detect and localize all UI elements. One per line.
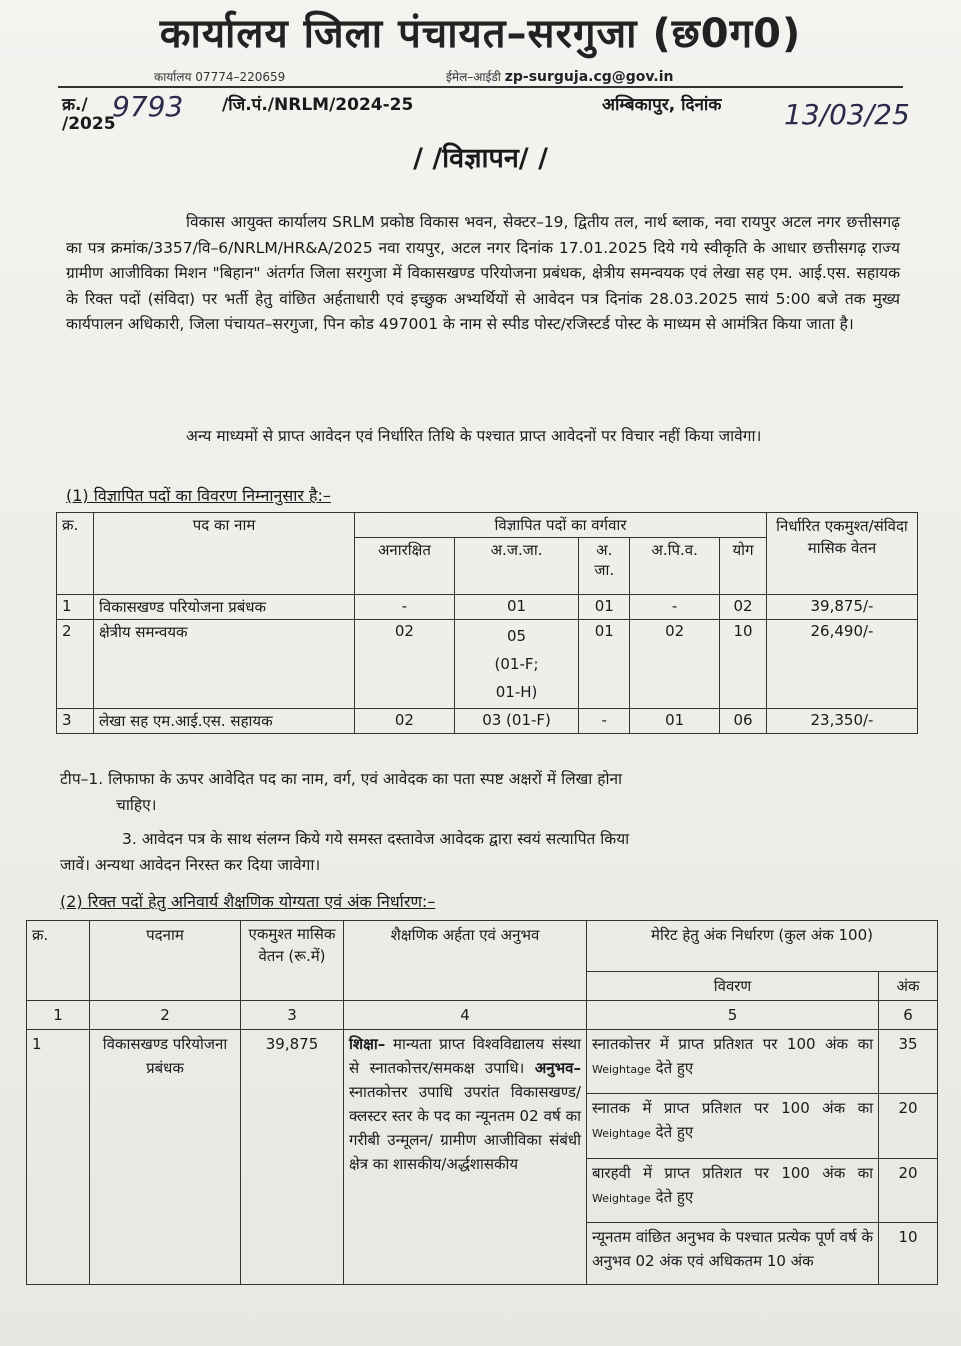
- merit-text-end: देते हुए: [655, 1187, 694, 1206]
- row-post: विकासखण्ड परियोजना प्रबंधक: [90, 1030, 241, 1285]
- merit-marks: 20: [879, 1094, 938, 1158]
- row-unreserved: 02: [355, 709, 455, 734]
- header-merit: मेरिट हेतु अंक निर्धारण (कुल अंक 100): [587, 921, 938, 972]
- merit-text: न्यूनतम वांछित अनुभव के पश्चात प्रत्येक पूर्ण वर्ष के अनुभव 02 अंक एवं अधिकतम 10 अंक: [592, 1227, 873, 1270]
- row-post: क्षेत्रीय समन्वयक: [94, 620, 355, 709]
- row-sc: 01: [579, 595, 630, 620]
- row-total: 10: [720, 620, 767, 709]
- merit-marks: 10: [879, 1222, 938, 1284]
- para2-text: अन्य माध्यमों से प्राप्त आवेदन एवं निर्धारित तिथि के पश्चात प्राप्त आवेदनों पर विचार नहीं किया जावेगा।: [186, 427, 762, 445]
- row-st-note: (01-F;: [494, 655, 539, 673]
- table-header-row: [27, 921, 938, 972]
- merit-text-end: देते हुए: [655, 1123, 694, 1142]
- header-sno: क्र.: [27, 921, 90, 1001]
- para1-text: विकास आयुक्त कार्यालय SRLM प्रकोष्ठ विकास भवन, सेक्टर–19, द्वितीय तल, नार्थ ब्लाक, नवा रायपुर अटल नगर छत्तीसगढ़ का पत्र क्रमांक/3357/वि–6/NRLM/HR&A/2025 नवा रायपुर, अटल नगर दिनांक 17.01.2025 दिये गये स्वीकृति के आधार छत्तीसगढ़ राज्य ग्रामीण आजीविका मिशन "बिहान" अंतर्गत जिला सरगुजा में विकासखण्ड परियोजना प्रबंधक, क्षेत्रीय समन्वयक एवं लेखा सह एम. आई.एस. सहायक के रिक्त पदों (संविदा) पर भर्ती हेतु वांछित अर्हताधारी एवं इच्छुक अभ्यर्थियों से आवेदन पत्र दिनांक 28.03.2025 सायं 5:00 बजे तक मुख्य कार्यपालन अधिकारी, जिला पंचायत–सरगुजा, पिन कोड 497001 के नाम से स्पीड पोस्ट/रजिस्टर्ड पोस्ट के माध्यम से आमंत्रित किया जाता है।: [66, 213, 900, 334]
- email-block: [446, 68, 673, 85]
- body-paragraph-2: [66, 424, 900, 450]
- table-row: [57, 620, 918, 709]
- table-row: [57, 709, 918, 734]
- row-sc: -: [579, 709, 630, 734]
- ref-code: /जि.पं./NRLM/2024-25: [222, 95, 414, 115]
- table-row: [27, 1030, 938, 1094]
- exp-label: अनुभव–: [534, 1059, 581, 1077]
- section2-title: [60, 890, 435, 912]
- ref-prefix: क्र./: [62, 95, 88, 115]
- merit-detail: [587, 1158, 879, 1222]
- header-post: पद का नाम: [94, 513, 355, 595]
- column-number-row: [27, 1001, 938, 1030]
- row-obc: 02: [630, 620, 720, 709]
- header-salary: एकमुश्त मासिक वेतन (रू.में): [241, 921, 344, 1001]
- header-st: अ.ज.जा.: [454, 538, 578, 595]
- merit-text: स्नातकोत्तर में प्राप्त प्रतिशत पर 100 अंक का: [592, 1035, 873, 1053]
- row-qualification: [344, 1030, 587, 1285]
- row-salary: 26,490/-: [767, 620, 918, 709]
- merit-text: स्नातक में प्राप्त प्रतिशत पर 100 अंक का: [592, 1099, 873, 1118]
- col-number: 4: [344, 1001, 587, 1030]
- note-1-cont: चाहिए।: [116, 796, 157, 814]
- merit-detail: [587, 1222, 879, 1284]
- row-sc: 01: [579, 620, 630, 709]
- merit-text: बारहवी में प्राप्त प्रतिशत पर 100 अंक का: [592, 1163, 873, 1182]
- header-unreserved: अनारक्षित: [355, 538, 455, 595]
- row-sno: 3: [57, 709, 94, 734]
- note-3-cont: जावें। अन्यथा आवेदन निरस्त कर दिया जावेगा।: [60, 856, 321, 874]
- header-post: पदनाम: [90, 921, 241, 1001]
- row-obc: -: [630, 595, 720, 620]
- header-qualification: शैक्षणिक अर्हता एवं अनुभव: [344, 921, 587, 1001]
- row-sno: 1: [57, 595, 94, 620]
- section2-title-text: (2) रिक्त पदों हेतु अनिवार्य शैक्षणिक योग्यता एवं अंक निर्धारण:–: [60, 892, 436, 911]
- ref-year: /2025: [62, 114, 116, 134]
- row-total: 06: [720, 709, 767, 734]
- office-title: कार्यालय जिला पंचायत–सरगुजा (छ0ग0): [159, 11, 802, 57]
- body-paragraph-1: [66, 210, 900, 338]
- col-number: 5: [587, 1001, 879, 1030]
- col-number: 6: [879, 1001, 938, 1030]
- row-obc: 01: [630, 709, 720, 734]
- merit-detail: [587, 1094, 879, 1158]
- email-label: ईमेल–आईडी: [446, 70, 501, 84]
- row-sno: 2: [57, 620, 94, 709]
- section1-title-text: (1) विज्ञापित पदों का विवरण निम्नानुसार है:–: [66, 486, 331, 505]
- header-detail: विवरण: [587, 972, 879, 1001]
- row-salary: 39,875/-: [767, 595, 918, 620]
- email-address: zp-surguja.cg@gov.in: [504, 69, 674, 85]
- col-number: 1: [27, 1001, 90, 1030]
- merit-marks: 35: [879, 1030, 938, 1094]
- merit-marks: 20: [879, 1158, 938, 1222]
- header-marks: अंक: [879, 972, 938, 1001]
- merit-weightage: Weightage: [592, 1063, 651, 1076]
- row-sno: 1: [27, 1030, 90, 1285]
- ref-number-handwritten: 9793: [112, 90, 184, 123]
- qualification-table: [26, 920, 938, 1285]
- header-salary: निर्धारित एकमुश्त/संविदा मासिक वेतन: [767, 513, 918, 595]
- row-st-note2: 01-H): [495, 683, 538, 701]
- edu-label: शिक्षा–: [349, 1035, 386, 1053]
- table-row: [57, 595, 918, 620]
- header-obc: अ.पि.व.: [630, 538, 720, 595]
- row-post: विकासखण्ड परियोजना प्रबंधक: [94, 595, 355, 620]
- note-1: टीप–1. लिफाफा के ऊपर आवेदित पद का नाम, वर्ग, एवं आवेदक का पता स्पष्ट अक्षरों में लिखा होना: [60, 770, 623, 788]
- row-salary: 23,350/-: [767, 709, 918, 734]
- merit-weightage: Weightage: [592, 1191, 651, 1205]
- place-date-label: अम्बिकापुर, दिनांक: [602, 95, 722, 115]
- row-st: 03 (01-F): [454, 709, 578, 734]
- header-category-group: विज्ञापित पदों का वर्गवार: [355, 513, 767, 538]
- col-number: 3: [241, 1001, 344, 1030]
- row-salary: 39,875: [241, 1030, 344, 1285]
- col-number: 2: [90, 1001, 241, 1030]
- row-unreserved: 02: [355, 620, 455, 709]
- row-st: 05: [507, 627, 527, 645]
- header-sno: क्र.: [57, 513, 94, 595]
- edu-text: मान्यता प्राप्त विश्वविद्यालय संस्था से स्नातकोत्तर/समकक्ष उपाधि।: [349, 1035, 581, 1077]
- merit-weightage: Weightage: [592, 1127, 651, 1141]
- section1-title: [66, 484, 331, 506]
- date-handwritten: 13/03/25: [784, 98, 910, 131]
- posts-table: [56, 512, 918, 734]
- merit-detail: [587, 1030, 879, 1094]
- header-total: योग: [720, 538, 767, 595]
- row-st: 01: [454, 595, 578, 620]
- header-sc: अ. जा.: [579, 538, 630, 595]
- advertisement-heading: / /विज्ञापन/ /: [413, 143, 548, 174]
- merit-text-end: देते हुए: [655, 1059, 694, 1077]
- row-post: लेखा सह एम.आई.एस. सहायक: [94, 709, 355, 734]
- note-3: 3. आवेदन पत्र के साथ संलग्न किये गये समस्त दस्तावेज आवेदक द्वारा स्वयं सत्यापित किया: [122, 830, 630, 848]
- row-unreserved: -: [355, 595, 455, 620]
- row-total: 02: [720, 595, 767, 620]
- office-phone: कार्यालय 07774–220659: [154, 70, 286, 84]
- table-header-row: [57, 513, 918, 538]
- exp-text: स्नातकोत्तर उपाधि उपरांत विकासखण्ड/क्लस्टर स्तर के पद का न्यूनतम 02 वर्ष का गरीबी उन्मूलन/ ग्रामीण आजीविका संबंधी क्षेत्र का शासकीय/अर्द्धशासकीय: [349, 1083, 581, 1173]
- header-rule: [58, 86, 903, 88]
- row-st-cell: [454, 620, 578, 709]
